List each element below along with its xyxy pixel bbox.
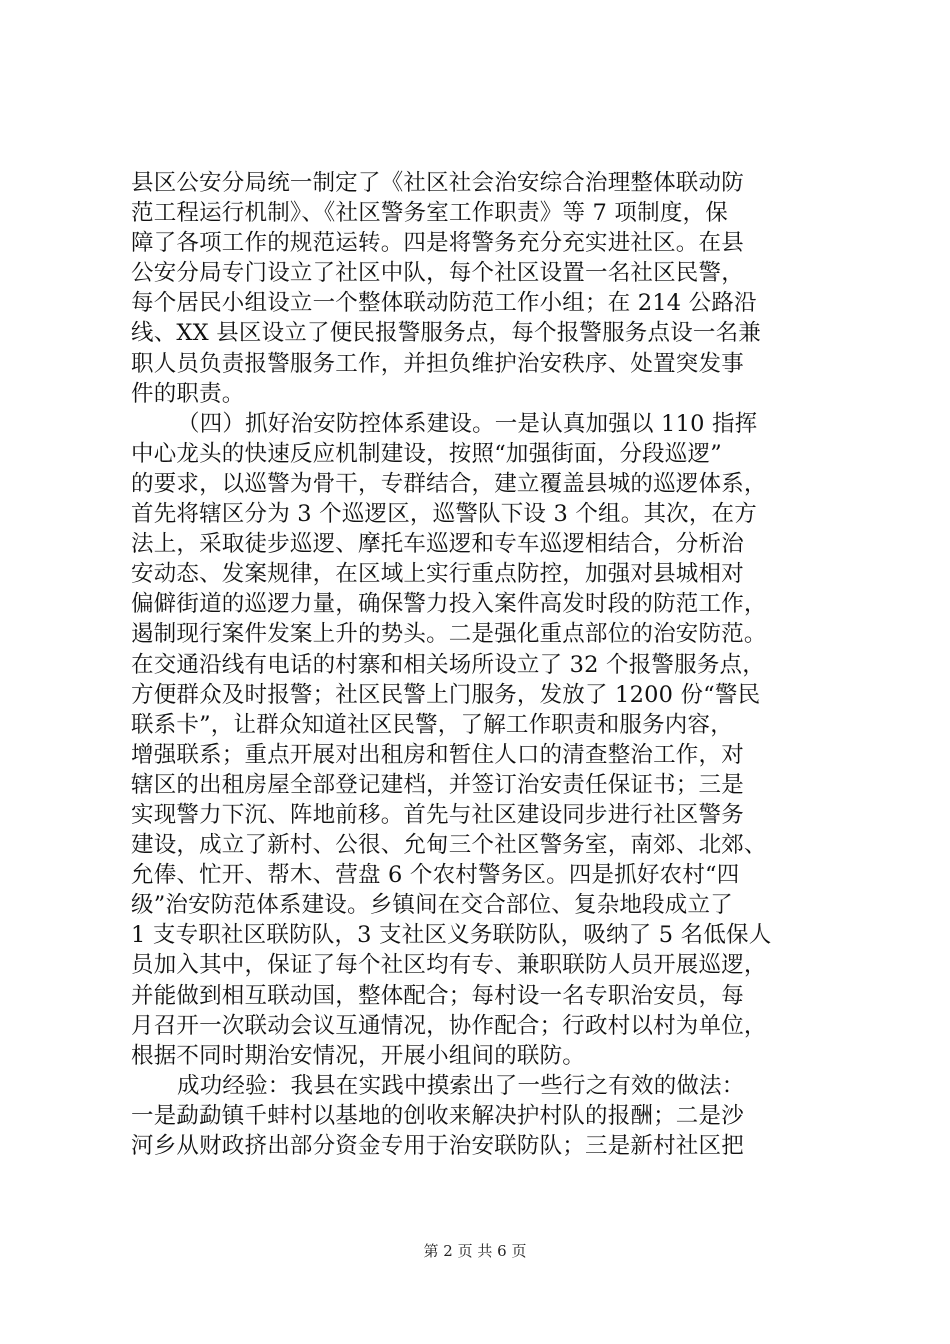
- text-line: 障了各项工作的规范运转。四是将警务充分充实进社区。在县: [131, 230, 744, 257]
- text-line: 辖区的出租房屋全部登记建档，并签订治安责任保证书；三是: [131, 771, 744, 798]
- text-line: 中心龙头的快速反应机制建设，按照“加强街面，分段巡逻”: [131, 440, 722, 467]
- text-line: 允俸、忙开、帮木、营盘 6 个农村警务区。四是抓好农村“四: [131, 862, 740, 889]
- paragraph-start-line: 成功经验：我县在实践中摸索出了一些行之有效的做法：: [177, 1072, 745, 1099]
- text-line: 增强联系；重点开展对出租房和暂住人口的清查整治工作，对: [131, 741, 744, 768]
- text-line: 件的职责。: [131, 380, 245, 407]
- text-line: 河乡从财政挤出部分资金专用于治安联防队；三是新村社区把: [131, 1133, 744, 1159]
- text-line: 职人员负责报警服务工作，并担负维护治安秩序、处置突发事: [131, 350, 744, 377]
- text-line: 联系卡”，让群众知道社区民警，了解工作职责和服务内容，: [131, 711, 733, 738]
- page-number-footer: 第 2 页 共 6 页: [423, 1242, 527, 1260]
- text-line: 偏僻街道的巡逻力量，确保警力投入案件高发时段的防范工作，: [131, 591, 767, 618]
- text-line: 首先将辖区分为 3 个巡逻区，巡警队下设 3 个组。其次，在方: [131, 501, 757, 528]
- text-line: 级”治安防范体系建设。乡镇间在交合部位、复杂地段成立了: [131, 892, 733, 919]
- document-body: [131, 168, 831, 1161]
- text-line: 法上，采取徒步巡逻、摩托车巡逻和专车巡逻相结合，分析治: [131, 531, 744, 558]
- text-line: 一是勐勐镇千蚌村以基地的创收来解决护村队的报酬；二是沙: [131, 1102, 744, 1129]
- text-line: 员加入其中，保证了每个社区均有专、兼职联防人员开展巡逻，: [131, 952, 767, 979]
- text-line: 建设，成立了新村、公很、允甸三个社区警务室，南郊、北郊、: [131, 832, 767, 859]
- text-line: 根据不同时期治安情况，开展小组间的联防。: [131, 1042, 586, 1069]
- paragraph-start-line: （四）抓好治安防控体系建设。一是认真加强以 110 指挥: [177, 410, 758, 437]
- text-line: 月召开一次联动会议互通情况，协作配合；行政村以村为单位，: [131, 1012, 767, 1039]
- text-line: 每个居民小组设立一个整体联动防范工作小组；在 214 公路沿: [131, 290, 757, 317]
- text-line: 遏制现行案件发案上升的势头。二是强化重点部位的治安防范。: [131, 621, 767, 648]
- text-line: 实现警力下沉、阵地前移。首先与社区建设同步进行社区警务: [131, 801, 744, 828]
- text-line: 在交通沿线有电话的村寨和相关场所设立了 32 个报警服务点，: [131, 651, 765, 678]
- text-line: 范工程运行机制》、《社区警务室工作职责》等 7 项制度，保: [131, 200, 728, 227]
- text-line: 公安分局专门设立了社区中队，每个社区设置一名社区民警，: [131, 260, 744, 287]
- text-line: 的要求，以巡警为骨干，专群结合，建立覆盖县城的巡逻体系，: [131, 470, 767, 497]
- text-line: 线、XX 县区设立了便民报警服务点，每个报警服务点设一名兼: [131, 320, 761, 347]
- text-line: 并能做到相互联动国，整体配合；每村设一名专职治安员，每: [131, 982, 744, 1009]
- text-line: 安动态、发案规律，在区域上实行重点防控，加强对县城相对: [131, 561, 744, 588]
- text-line: 方便群众及时报警；社区民警上门服务，发放了 1200 份“警民: [131, 681, 761, 708]
- text-line: 1 支专职社区联防队，3 支社区义务联防队，吸纳了 5 名低保人: [131, 922, 772, 949]
- text-line: 县区公安分局统一制定了《社区社会治安综合治理整体联动防: [131, 170, 744, 196]
